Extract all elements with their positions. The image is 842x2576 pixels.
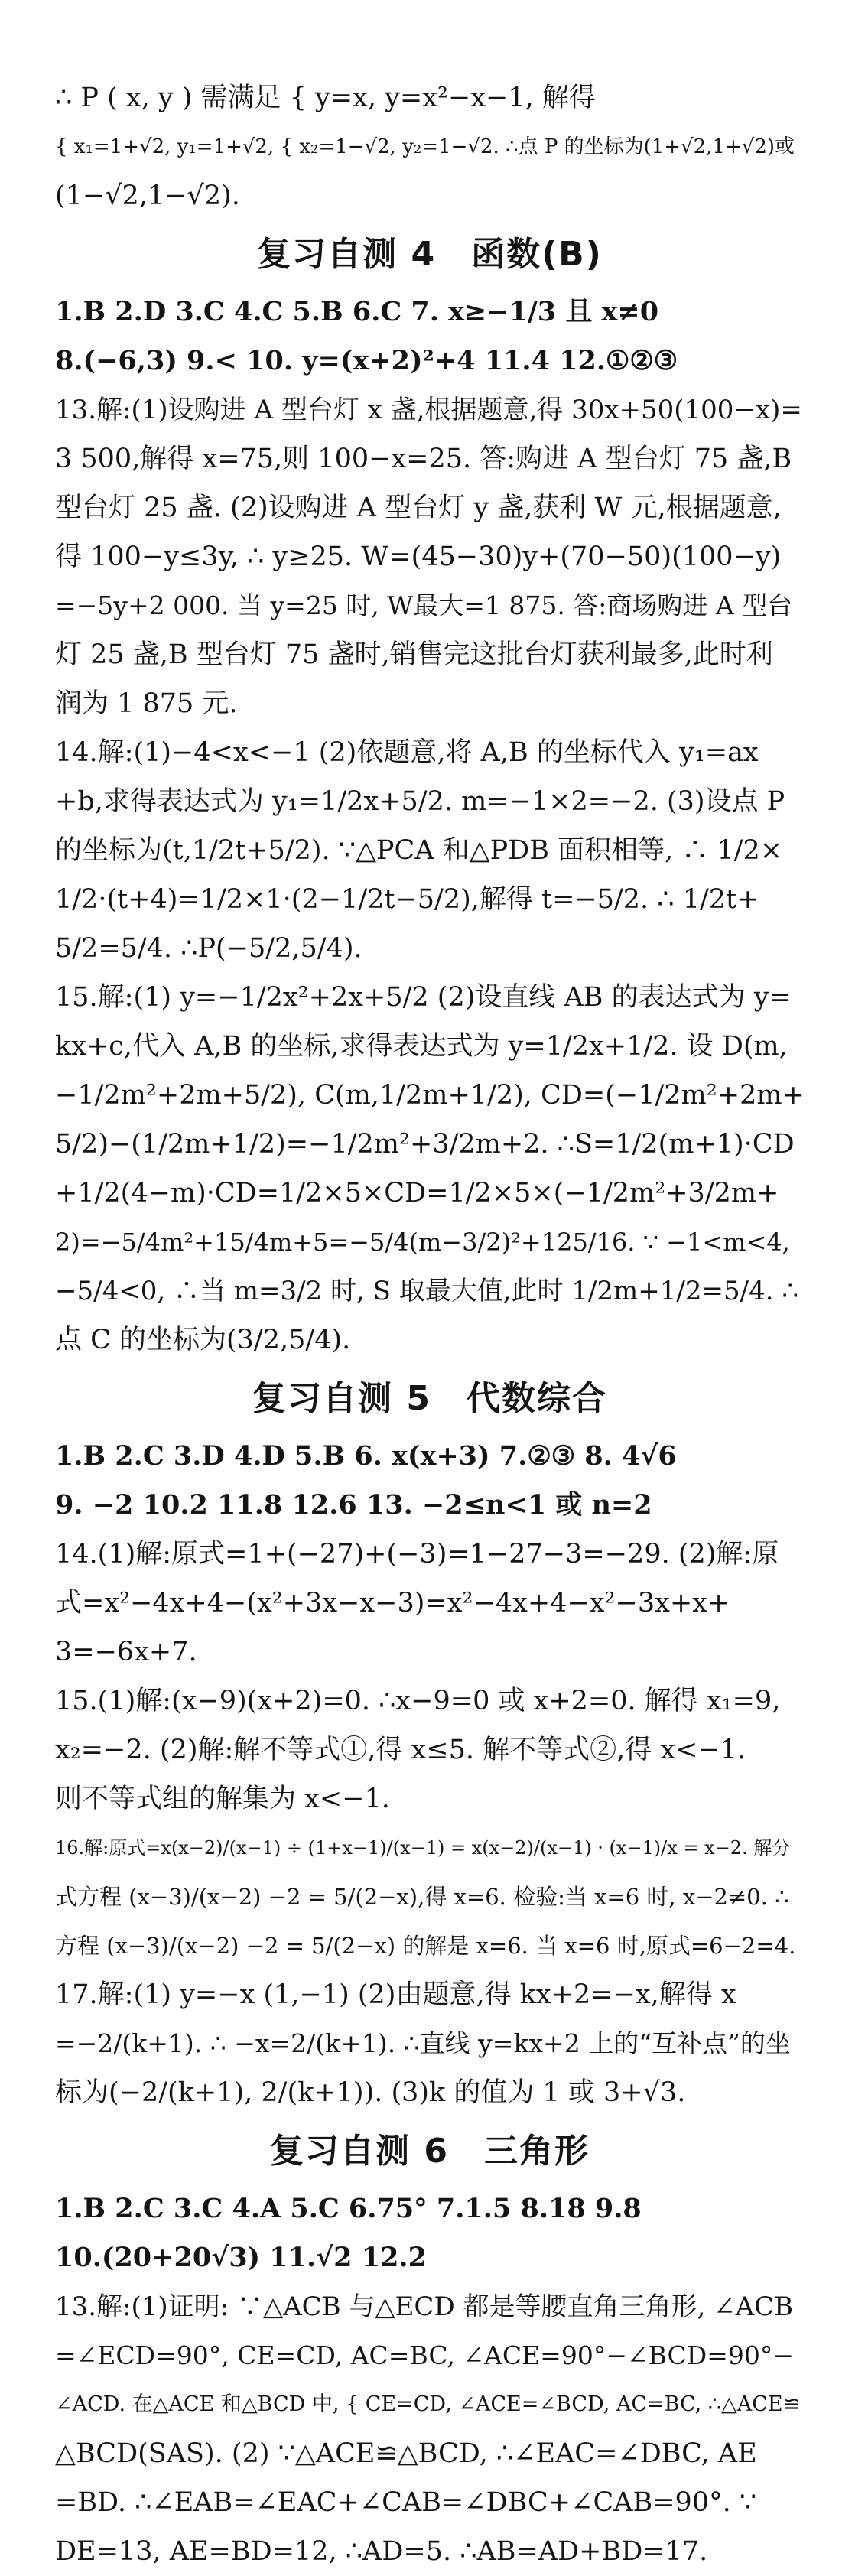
text-line: 14.(1)解:原式=1+(−27)+(−3)=1−27−3=−29. (2)解:原 <box>55 1539 779 1569</box>
text-line: 2)=−5/4m²+15/4m+5=−5/4(m−3/2)²+125/16. ∵ −1<m<4, <box>55 1228 790 1257</box>
text-line: 5/2)−(1/2m+1/2)=−1/2m²+3/2m+2. ∴S=1/2(m+1)·CD <box>55 1129 795 1160</box>
answer-line: 8.(−6,3) 9.< 10. y=(x+2)²+4 11.4 12.①②③ <box>55 345 678 376</box>
text-line: 型台灯 25 盏. (2)设购进 A 型台灯 y 盏,获利 W 元,根据题意, <box>55 493 782 523</box>
answer-line: 1.B 2.C 3.C 4.A 5.C 6.75° 7.1.5 8.18 9.8 <box>55 2193 642 2224</box>
text-line: 润为 1 875 元. <box>55 688 238 719</box>
text-line: 则不等式组的解集为 x<−1. <box>55 1784 390 1814</box>
text-line: (1−√2,1−√2). <box>55 181 240 211</box>
text-line: { x₁=1+√2, y₁=1+√2, { x₂=1−√2, y₂=1−√2. ∴点 P 的坐标为(1+√2,1+√2)或 <box>55 135 795 158</box>
text-line: 式方程 (x−3)/(x−2) −2 = 5/(2−x),得 x=6. 检验:当 x=6 时, x−2≠0. ∴ <box>55 1884 789 1910</box>
text-line: ∴ P ( x, y ) 需满足 { y=x, y=x²−x−1, 解得 <box>55 83 596 113</box>
text-line: =BD. ∴∠EAB=∠EAC+∠CAB=∠DBC+∠CAB=90°. ∵ <box>55 2487 757 2518</box>
text-line: 方程 (x−3)/(x−2) −2 = 5/(2−x) 的解是 x=6. 当 x=6 时,原式=6−2=4. <box>55 1933 796 1959</box>
text-line: =−5y+2 000. 当 y=25 时, W最大=1 875. 答:商场购进 A 型台 <box>55 590 793 620</box>
text-line: ∠ACD. 在△ACE 和△BCD 中, { CE=CD, ∠ACE=∠BCD, AC=BC, ∴△ACE≌ <box>55 2392 801 2416</box>
text-line: 15.解:(1) y=−1/2x²+2x+5/2 (2)设直线 AB 的表达式为 y= <box>55 982 792 1013</box>
answer-line: 10.(20+20√3) 11.√2 12.2 <box>55 2242 427 2273</box>
text-line: 得 100−y≤3y, ∴ y≥25. W=(45−30)y+(70−50)(100−y) <box>55 542 782 572</box>
text-line: 的坐标为(t,1/2t+5/2). ∵△PCA 和△PDB 面积相等, ∴ 1/2× <box>55 835 783 866</box>
section-review-5 <box>55 1371 805 2117</box>
text-line: 灯 25 盏,B 型台灯 75 盏时,销售完这批台灯获利最多,此时利 <box>55 639 773 670</box>
text-line: 14.解:(1)−4<x<−1 (2)依题意,将 A,B 的坐标代入 y₁=ax <box>55 737 759 768</box>
text-line: 3 500,解得 x=75,则 100−x=25. 答:购进 A 型台灯 75 盏,B <box>55 444 792 474</box>
text-line: −1/2m²+2m+5/2), C(m,1/2m+1/2), CD=(−1/2m²+2m+ <box>55 1080 805 1111</box>
text-line: 16.解:原式=x(x−2)/(x−1) ÷ (1+x−1)/(x−1) = x(x−2)/(x−1) · (x−1)/x = x−2. 解分 <box>55 1837 791 1859</box>
section-title: 复习自测 4 函数(B) <box>257 235 603 274</box>
text-line: 13.解:(1)设购进 A 型台灯 x 盏,根据题意,得 30x+50(100−x)= <box>55 395 802 425</box>
text-line: 5/2=5/4. ∴P(−5/2,5/4). <box>55 933 362 964</box>
text-line: +1/2(4−m)·CD=1/2×5×CD=1/2×5×(−1/2m²+3/2m+ <box>55 1178 779 1208</box>
answer-page <box>55 73 805 2576</box>
text-line: △BCD(SAS). (2) ∵△ACE≌△BCD, ∴∠EAC=∠DBC, AE <box>55 2438 757 2469</box>
section-review-6 <box>55 2123 805 2576</box>
text-line: +b,求得表达式为 y₁=1/2x+5/2. m=−1×2=−2. (3)设点 P <box>55 786 785 817</box>
section-review-4 <box>55 226 805 1364</box>
answer-line: 9. −2 10.2 11.8 12.6 13. −2≤n<1 或 n=2 <box>55 1489 652 1521</box>
text-line: =−2/(k+1). ∴ −x=2/(k+1). ∴直线 y=kx+2 上的“互补点”的坐 <box>55 2028 791 2058</box>
text-line: 标为(−2/(k+1), 2/(k+1)). (3)k 的值为 1 或 3+√3. <box>55 2077 686 2108</box>
text-line: 17.解:(1) y=−x (1,−1) (2)由题意,得 kx+2=−x,解得 x <box>55 1979 736 2010</box>
section-title: 复习自测 5 代数综合 <box>252 1379 607 1418</box>
text-line: 15.(1)解:(x−9)(x+2)=0. ∴x−9=0 或 x+2=0. 解得 x₁=9, <box>55 1686 781 1716</box>
text-line: 3=−6x+7. <box>55 1637 197 1667</box>
section-continuation <box>55 73 805 220</box>
answer-line: 1.B 2.D 3.C 4.C 5.B 6.C 7. x≥−1/3 且 x≠0 <box>55 296 659 327</box>
text-line: DE=13, AE=BD=12, ∴AD=5. ∴AB=AD+BD=17. <box>55 2536 708 2567</box>
text-line: x₂=−2. (2)解:解不等式①,得 x≤5. 解不等式②,得 x<−1. <box>55 1735 746 1765</box>
text-line: 1/2·(t+4)=1/2×1·(2−1/2t−5/2),解得 t=−5/2. ∴ 1/2t+ <box>55 884 759 915</box>
text-line: 13.解:(1)证明: ∵△ACB 与△ECD 都是等腰直角三角形, ∠ACB <box>55 2291 794 2322</box>
text-line: 式=x²−4x+4−(x²+3x−x−3)=x²−4x+4−x²−3x+x+ <box>55 1588 730 1618</box>
text-line: kx+c,代入 A,B 的坐标,求得表达式为 y=1/2x+1/2. 设 D(m, <box>55 1031 788 1062</box>
text-line: 点 C 的坐标为(3/2,5/4). <box>55 1325 351 1355</box>
text-line: −5/4<0, ∴当 m=3/2 时, S 取最大值,此时 1/2m+1/2=5/4. ∴ <box>55 1276 798 1306</box>
answer-line: 1.B 2.C 3.D 4.D 5.B 6. x(x+3) 7.②③ 8. 4√6 <box>55 1440 677 1472</box>
section-title: 复习自测 6 三角形 <box>270 2132 590 2171</box>
text-line: =∠ECD=90°, CE=CD, AC=BC, ∠ACE=90°−∠BCD=90°− <box>55 2340 794 2370</box>
